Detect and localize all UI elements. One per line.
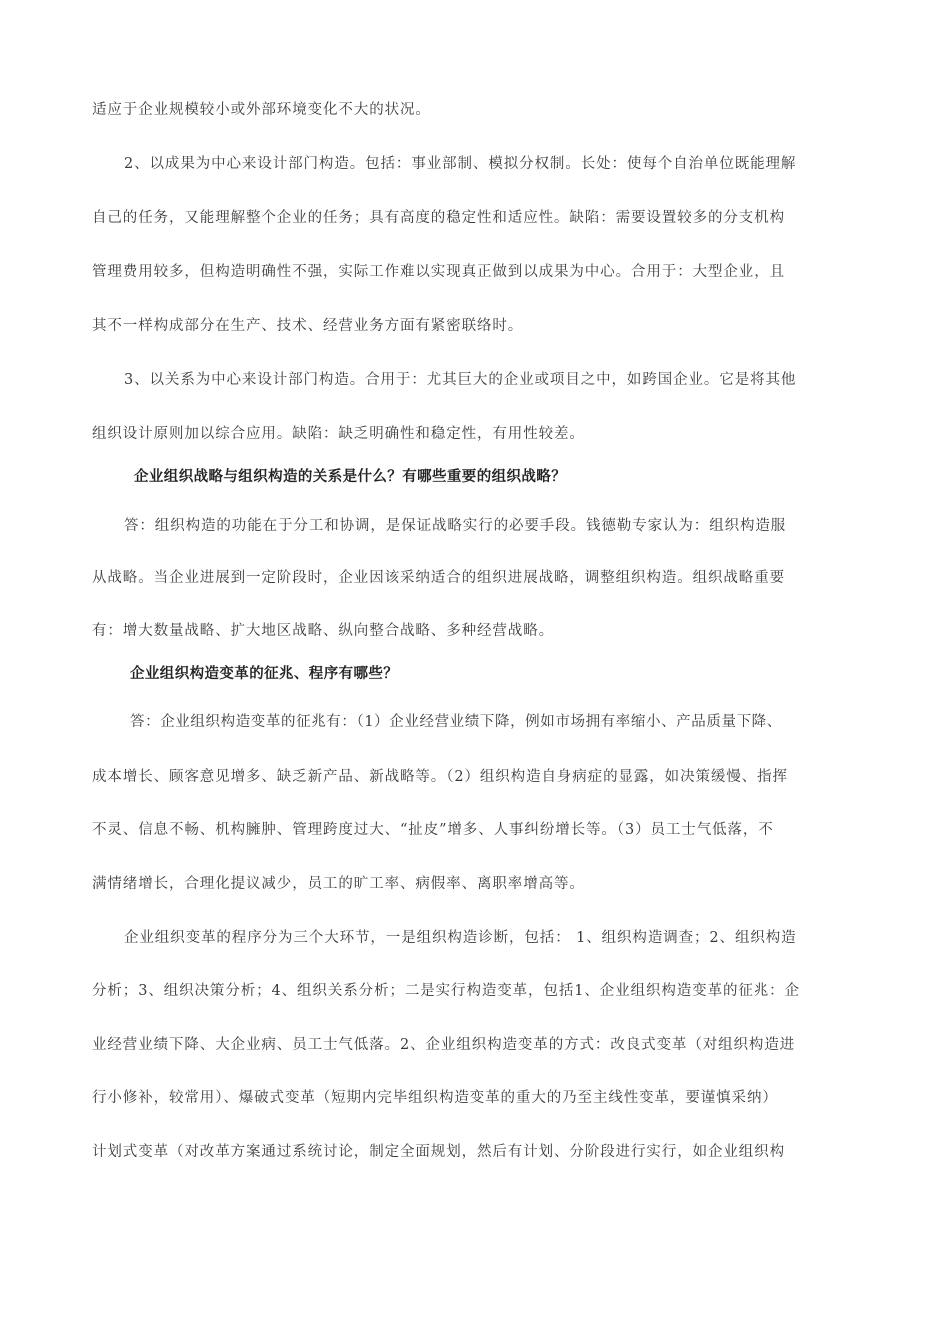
text-line: 2、以成果为中心来设计部门构造。包括：事业部制、模拟分权制。长处：使每个自治单位既能理解 [124,156,797,172]
text-line: 3、以关系为中心来设计部门构造。合用于：尤其巨大的企业或项目之中，如跨国企业。它是将其他 [124,372,797,388]
text-line: 成本增长、顾客意见增多、缺乏新产品、新战略等。（2）组织构造自身病症的显露，如决策缓慢、指挥 [92,769,788,785]
section-heading: 企业组织构造变革的征兆、程序有哪些？ [130,665,399,682]
text-line: 行小修补，较常用）、爆破式变革（短期内完毕组织构造变革的重大的乃至主线性变革，要谨慎采纳） [92,1090,778,1106]
text-line: 管理费用较多，但构造明确性不强，实际工作难以实现真正做到以成果为中心。合用于：大型企业，且 [92,264,785,280]
text-line: 业经营业绩下降、大企业病、员工士气低落。2、企业组织构造变革的方式：改良式变革（对组织构造进 [92,1037,796,1053]
text-line: 答：组织构造的功能在于分工和协调，是保证战略实行的必要手段。钱德勒专家认为：组织构造服 [124,518,787,534]
text-line: 自己的任务，又能理解整个企业的任务；具有高度的稳定性和适应性。缺陷：需要设置较多的分支机构 [92,210,785,226]
section-heading: 企业组织战略与组织构造的关系是什么？有哪些重要的组织战略？ [134,468,567,485]
text-line: 企业组织变革的程序分为三个大环节，一是组织构造诊断，包括： 1、组织构造调查；2、组织构造 [124,930,797,946]
text-line: 组织设计原则加以综合应用。缺陷：缺乏明确性和稳定性，有用性较差。 [92,426,585,442]
text-line: 其不一样构成部分在生产、技术、经营业务方面有紧密联络时。 [92,318,524,334]
text-line: 适应于企业规模较小或外部环境变化不大的状况。 [92,102,431,118]
text-line: 从战略。当企业进展到一定阶段时，企业因该采纳适合的组织进展战略，调整组织构造。组织战略重要 [92,570,785,586]
text-line: 满情绪增长，合理化提议减少，员工的旷工率、病假率、离职率增高等。 [92,876,585,892]
text-line: 有：增大数量战略、扩大地区战略、纵向整合战略、多种经营战略。 [92,623,554,639]
text-line: 答：企业组织构造变革的征兆有：（1）企业经营业绩下降，例如市场拥有率缩小、产品质量下降、 [130,714,782,730]
text-line: 分析；3、组织决策分析；4、组织关系分析；二是实行构造变革，包括1、企业组织构造变革的征兆：企 [92,983,800,999]
text-line: 计划式变革（对改革方案通过系统讨论，制定全面规划，然后有计划、分阶段进行实行，如企业组织构 [92,1144,785,1160]
text-line: 不灵、信息不畅、机构臃肿、管理跨度过大、“扯皮”增多、人事纠纷增长等。（3）员工士气低落，不 [92,822,774,838]
